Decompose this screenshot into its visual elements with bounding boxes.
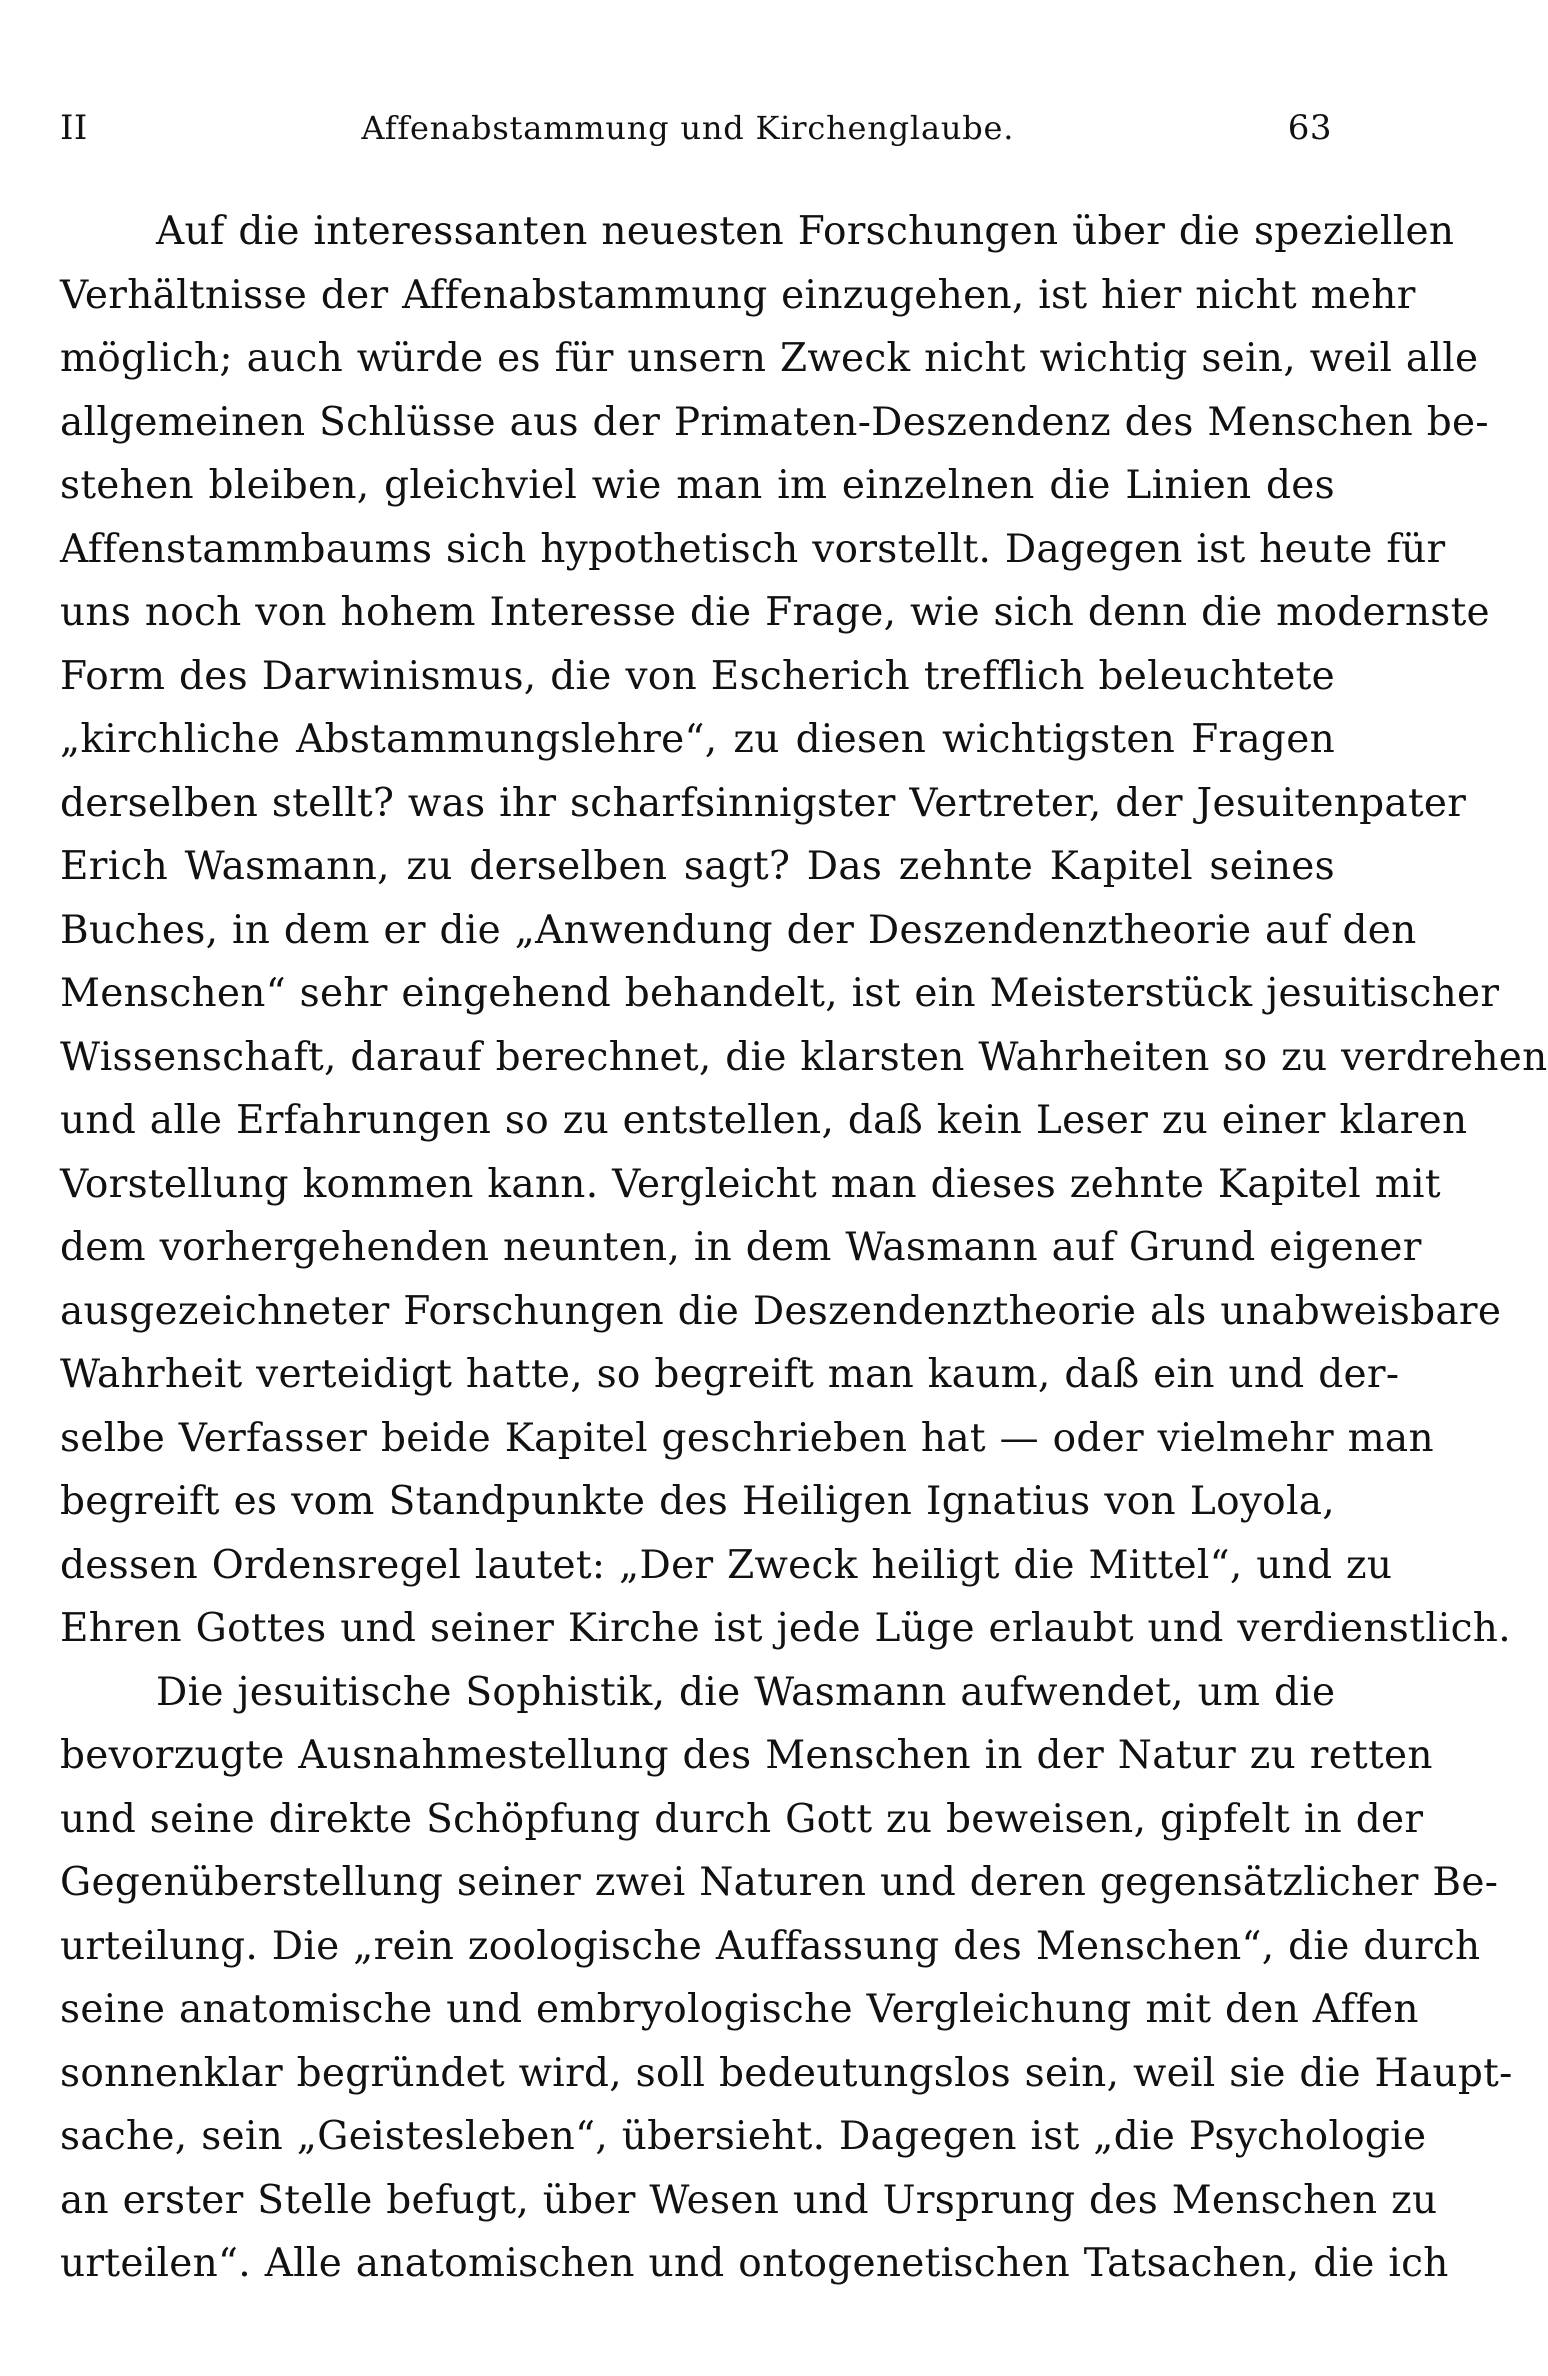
text-line: begreift es vom Standpunkte des Heiligen Ignatius von Loyola, (60, 1479, 1335, 1524)
text-line: Vorstellung kommen kann. Vergleicht man dieses zehnte Kapitel mit (60, 1161, 1441, 1207)
text-line: Auf die interessanten neuesten Forschungen über die speziellen (156, 209, 1455, 254)
text-line: Menschen“ sehr eingehend behandelt, ist ein Meisterstück jesuitischer (60, 971, 1500, 1016)
text-line: stehen bleiben, gleichviel wie man im einzelnen die Linien des (60, 463, 1335, 508)
text-line: Form des Darwinismus, die von Escherich trefflich beleuchtete (60, 653, 1335, 699)
text-line: möglich; auch würde es für unsern Zweck nicht wichtig sein, weil alle (60, 336, 1479, 381)
text-line: Verhältnisse der Affenabstammung einzugehen, ist hier nicht mehr (60, 272, 1416, 318)
text-line: Wahrheit verteidigt hatte, so begreift man kaum, daß ein und der- (60, 1352, 1400, 1397)
text-line: urteilen“. Alle anatomischen und ontogenetischen Tatsachen, die ich (60, 2241, 1449, 2286)
text-line: sache, sein „Geistesleben“, übersieht. Dagegen ist „die Psychologie (60, 2114, 1427, 2159)
text-line: Ehren Gottes und seiner Kirche ist jede Lüge erlaubt und verdienstlich. (60, 1606, 1511, 1651)
text-line: Affenstammbaums sich hypothetisch vorstellt. Dagegen ist heute für (60, 526, 1446, 572)
text-line: uns noch von hohem Interesse die Frage, wie sich denn die modernste (60, 590, 1490, 635)
chapter-numeral: II (60, 108, 88, 148)
text-line: Gegenüberstellung seiner zwei Naturen und deren gegensätzlicher Be- (60, 1860, 1499, 1905)
running-title: Affenabstammung und Kirchenglaube. (361, 109, 1015, 147)
text-line: bevorzugte Ausnahmestellung des Menschen in der Natur zu retten (60, 1733, 1433, 1778)
paragraph-2 (60, 1661, 1513, 2296)
running-head (60, 108, 1332, 168)
text-line: ausgezeichneter Forschungen die Deszendenztheorie als unabweisbare (60, 1288, 1502, 1334)
text-line: sonnenklar begründet wird, soll bedeutungslos sein, weil sie die Haupt- (60, 2050, 1513, 2096)
text-line: urteilung. Die „rein zoologische Auffassung des Menschen“, die durch (60, 1923, 1481, 1969)
text-line: seine anatomische und embryologische Vergleichung mit den Affen (60, 1987, 1419, 2032)
body-text (60, 200, 1548, 2296)
text-line: Wissenschaft, darauf berechnet, die klarsten Wahrheiten so zu verdrehen (60, 1034, 1548, 1080)
text-line: selbe Verfasser beide Kapitel geschrieben hat — oder vielmehr man (60, 1415, 1434, 1461)
text-line: und seine direkte Schöpfung durch Gott zu beweisen, gipfelt in der (60, 1796, 1424, 1842)
text-line: „kirchliche Abstammungslehre“, zu diesen wichtigsten Fragen (60, 717, 1335, 762)
text-line: allgemeinen Schlüsse aus der Primaten-Deszendenz des Menschen be- (60, 399, 1489, 445)
text-line: Erich Wasmann, zu derselben sagt? Das zehnte Kapitel seines (60, 844, 1335, 889)
text-line: an erster Stelle befugt, über Wesen und Ursprung des Menschen zu (60, 2177, 1438, 2223)
page-number: 63 (1287, 108, 1332, 148)
text-line: Die jesuitische Sophistik, die Wasmann aufwendet, um die (156, 1669, 1336, 1715)
text-line: dem vorhergehenden neunten, in dem Wasmann auf Grund eigener (60, 1225, 1422, 1270)
paragraph-1 (60, 200, 1548, 1661)
text-line: Buches, in dem er die „Anwendung der Deszendenztheorie auf den (60, 907, 1417, 953)
text-line: und alle Erfahrungen so zu entstellen, daß kein Leser zu einer klaren (60, 1098, 1468, 1143)
text-line: derselben stellt? was ihr scharfsinnigster Vertreter, der Jesuitenpater (60, 780, 1467, 826)
text-line: dessen Ordensregel lautet: „Der Zweck heiligt die Mittel“, und zu (60, 1542, 1393, 1588)
